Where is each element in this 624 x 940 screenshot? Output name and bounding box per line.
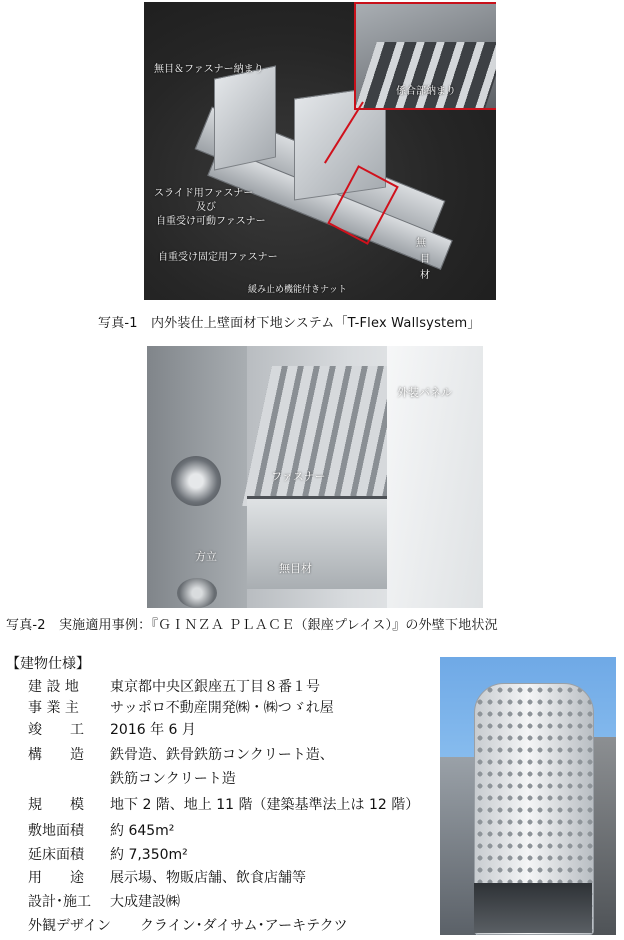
inset-ribs xyxy=(355,42,496,108)
spec-value: クライン･ダイサム･アーキテクツ xyxy=(140,918,348,934)
spec-key: 規 模 xyxy=(28,797,84,813)
label-mullion: 方立 xyxy=(195,550,217,563)
label-slide-fastener-3: 自重受け可動ファスナー xyxy=(156,216,266,227)
photo-fastener-system xyxy=(144,2,496,300)
photo-ginza-place-wall xyxy=(147,346,483,608)
label-mumoku-3: 材 xyxy=(420,270,430,281)
spec-value: 鉄筋コンクリート造 xyxy=(110,771,236,787)
spec-key: 設計･施工 xyxy=(28,894,91,910)
spec-value: 2016 年 6 月 xyxy=(110,722,196,738)
photo1-caption: 写真-1 内外装仕上壁面材下地システム「T-Flex Wallsystem」 xyxy=(98,316,481,331)
spec-value: サッポロ不動産開発㈱・㈱つゞれ屋 xyxy=(110,700,334,716)
photo2-caption: 写真-2 実施適用事例：『ＧＩＮＺＡ ＰＬＡＣＥ（銀座プレイス）』の外壁下地状況 xyxy=(6,618,498,633)
spec-heading: 【建物仕様】 xyxy=(6,656,90,672)
building-base xyxy=(474,883,592,933)
spec-value: 約 645m² xyxy=(110,823,175,839)
adjacent-building-left xyxy=(440,757,476,935)
label-fixed-fastener: 自重受け固定用ファスナー xyxy=(158,252,278,263)
spec-value: 大成建設㈱ xyxy=(110,894,180,910)
inset-label: 係合部納まり xyxy=(396,86,456,97)
spec-value: 東京都中央区銀座五丁目８番１号 xyxy=(110,679,320,695)
spec-key: 構 造 xyxy=(28,747,84,763)
spec-value: 鉄骨造、鉄骨鉄筋コンクリート造、 xyxy=(110,747,334,763)
label-fastener: ファスナー xyxy=(271,470,326,483)
label-nut: 緩み止め機能付きナット xyxy=(248,285,347,295)
label-mumoku: 無目材 xyxy=(279,562,312,575)
spec-value: 地下 2 階、地上 11 階（建築基準法上は 12 階） xyxy=(110,797,420,813)
label-mumoku-1: 無 xyxy=(416,238,426,249)
spec-value: 展示場、物販店舗、飲食店舗等 xyxy=(110,870,306,886)
spec-key: 建 設 地 xyxy=(28,679,79,695)
label-slide-fastener-1: スライド用ファスナー xyxy=(154,188,254,199)
label-mumoku-2: 目 xyxy=(420,254,430,265)
mumoku-profile xyxy=(247,496,387,589)
spec-key: 用 途 xyxy=(28,870,84,886)
spec-key: 事 業 主 xyxy=(28,700,79,716)
spec-key: 外観デザイン xyxy=(28,918,112,934)
spec-key: 延床面積 xyxy=(28,847,84,863)
bolt-lower xyxy=(177,578,217,608)
spec-value: 約 7,350m² xyxy=(110,847,188,863)
fastener-plate-left xyxy=(214,65,276,170)
spec-key: 竣 工 xyxy=(28,722,84,738)
photo-ginza-place-building xyxy=(440,657,616,935)
spec-key: 敷地面積 xyxy=(28,823,84,839)
label-panel: 外装パネル xyxy=(397,386,452,399)
label-slide-fastener-2: 及び xyxy=(196,202,216,213)
inset-engagement-detail xyxy=(354,2,496,110)
label-top-left: 無目＆ファスナー納まり xyxy=(154,64,264,75)
bolt xyxy=(171,456,221,506)
